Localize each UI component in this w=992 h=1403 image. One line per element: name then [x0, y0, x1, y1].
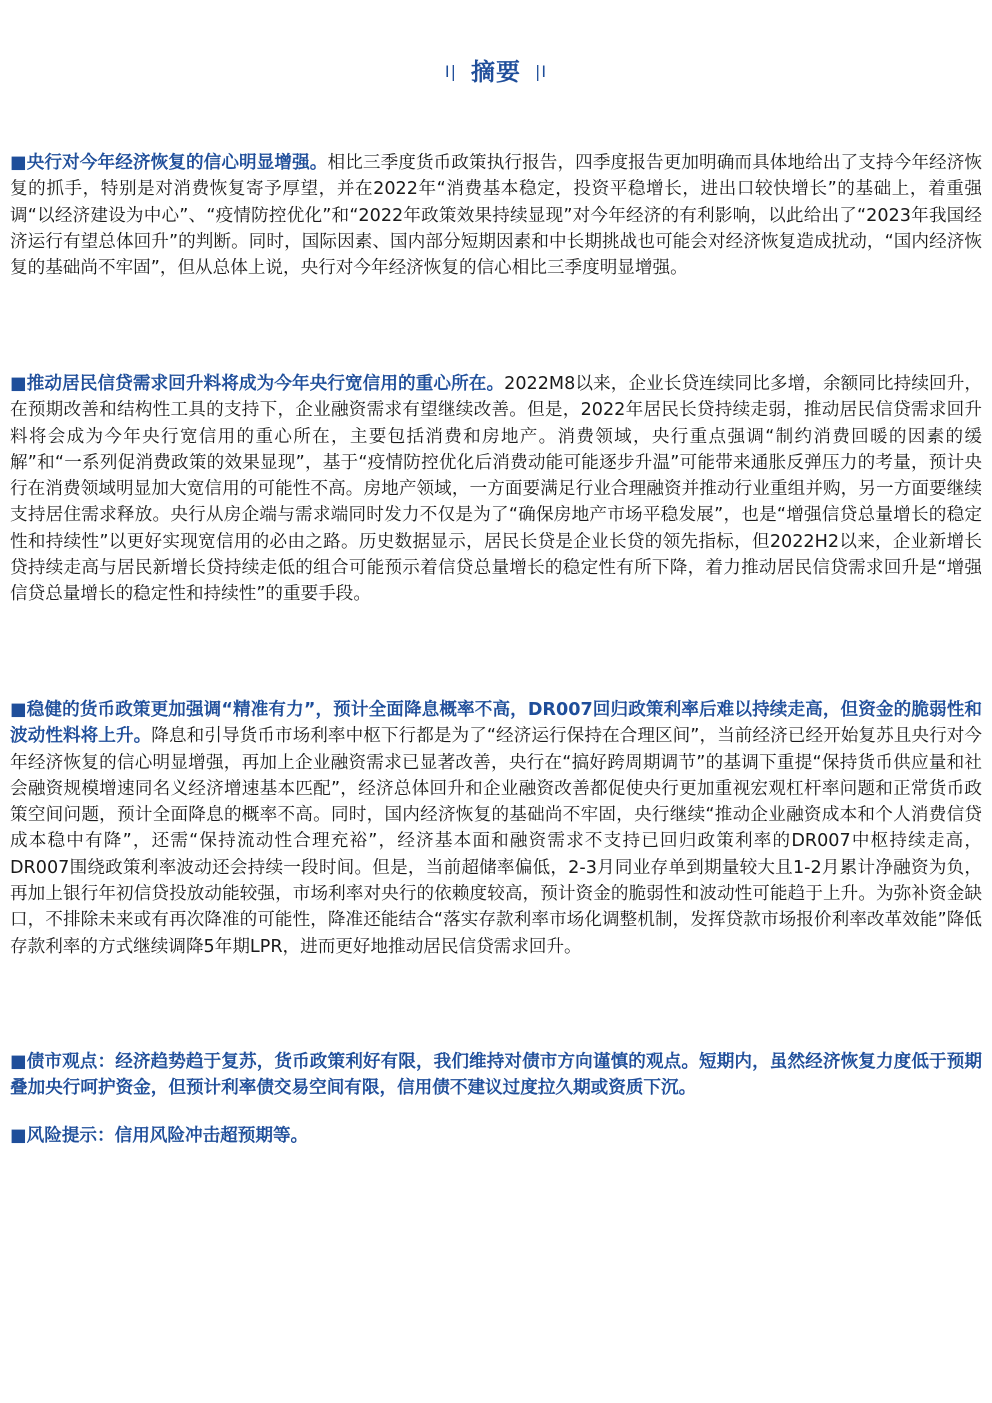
title-text: 摘要 — [471, 58, 521, 86]
section-lead: 稳健的货币政策更加强调“精准有力”，预计全面降息概率不高，DR007回归政策利率后难以持续走高，但资金的脆弱性和波动性料将上升。 — [10, 700, 983, 747]
section-body: 2022M8以来，企业长贷连续同比多增，余额同比持续回升，在预期改善和结构性工具的支持下，企业融资需求有望继续改善。但是，2022年居民长贷持续走弱，推动居民信贷需求回升料将会成为今年央行宽信用的重心所在，主要包括消费和房地产。消费领域，央行重点强调“制约消费回暖的因素的缓解”和“一系列促消费政策的效果显现”，基于“疫情防控优化后消费动能可能逐步升温”可能带来通胀反弹压力的考量，预计央行在消费领域明显加大宽信用的可能性不高。房地产领域，一方面要满足行业合理融资并推动行业重组并购，另一方面要继续支持居住需求释放。央行从房企端与需求端同时发力不仅是为了“确保房地产市场平稳发展”，也是“增强信贷总量增长的稳定性和持续性”以更好实现宽信用的必由之路。历史数据显示，居民长贷是企业长贷的领先指标，但2022H2以来，企业新增长贷持续走高与居民新增长贷持续走低的组合可能预示着信贷总量增长的稳定性有所下降，着力推动居民信贷需求回升是“增强信贷总量增长的稳定性和持续性”的重要手段。 — [10, 374, 982, 605]
title-right-mark: |I — [535, 61, 548, 81]
bullet-square-icon: ■ — [10, 374, 27, 394]
bullet-square-icon: ■ — [10, 1052, 27, 1072]
bullet-square-icon: ■ — [10, 700, 27, 720]
summary-section-monetary-policy — [10, 697, 982, 960]
section-lead: 风险提示：信用风险冲击超预期等。 — [26, 1126, 309, 1146]
summary-section-economic-confidence — [10, 150, 982, 281]
section-lead: 债市观点：经济趋势趋于复苏，货币政策利好有限，我们维持对债市方向谨慎的观点。短期内，虽然经济恢复力度低于预期叠加央行呵护资金，但预计利率债交易空间有限，信用债不建议过度拉久期或资质下沉。 — [10, 1052, 983, 1099]
bullet-square-icon: ■ — [10, 1126, 27, 1146]
title-left-mark: I| — [444, 61, 457, 81]
page-title — [0, 52, 992, 87]
section-body: 降息和引导货币市场利率中枢下行都是为了“经济运行保持在合理区间”，当前经济已经开始复苏且央行对今年经济恢复的信心明显增强，再加上企业融资需求已显著改善，央行在“搞好跨周期调节”的基调下重提“保持货币供应量和社会融资规模增速同名义经济增速基本匹配”，经济总体回升和企业融资改善都促使央行更加重视宏观杠杆率问题和正常货币政策空间问题，预计全面降息的概率不高。同时，国内经济恢复的基础尚不牢固，央行继续“推动企业融资成本和个人消费信贷成本稳中有降”，还需“保持流动性合理充裕”，经济基本面和融资需求不支持已回归政策利率的DR007中枢持续走高，DR007围绕政策利率波动还会持续一段时间。但是，当前超储率偏低，2-3月同业存单到期量较大且1-2月累计净融资为负，再加上银行年初信贷投放动能较强，市场利率对央行的依赖度较高，预计资金的脆弱性和波动性可能趋于上升。为弥补资金缺口，不排除未来或有再次降准的可能性，降准还能结合“落实存款利率市场化调整机制，发挥贷款市场报价利率改革效能”降低存款利率的方式继续调降5年期LPR，进而更好地推动居民信贷需求回升。 — [10, 726, 982, 957]
summary-section-risk-warning — [10, 1123, 982, 1149]
summary-section-bond-market-view — [10, 1049, 982, 1102]
section-lead: 央行对今年经济恢复的信心明显增强。 — [26, 153, 328, 173]
section-body: 相比三季度货币政策执行报告，四季度报告更加明确而具体地给出了支持今年经济恢复的抓手，特别是对消费恢复寄予厚望，并在2022年“消费基本稳定，投资平稳增长，进出口较快增长”的基础上，着重强调“以经济建设为中心”、“疫情防控优化”和“2022年政策效果持续显现”对今年经济的有利影响，以此给出了“2023年我国经济运行有望总体回升”的判断。同时，国际因素、国内部分短期因素和中长期挑战也可能会对经济恢复造成扰动，“国内经济恢复的基础尚不牢固”，但从总体上说，央行对今年经济恢复的信心相比三季度明显增强。 — [10, 153, 982, 279]
summary-section-household-credit — [10, 371, 982, 608]
section-lead: 推动居民信贷需求回升料将成为今年央行宽信用的重心所在。 — [26, 374, 505, 394]
bullet-square-icon: ■ — [10, 153, 27, 173]
